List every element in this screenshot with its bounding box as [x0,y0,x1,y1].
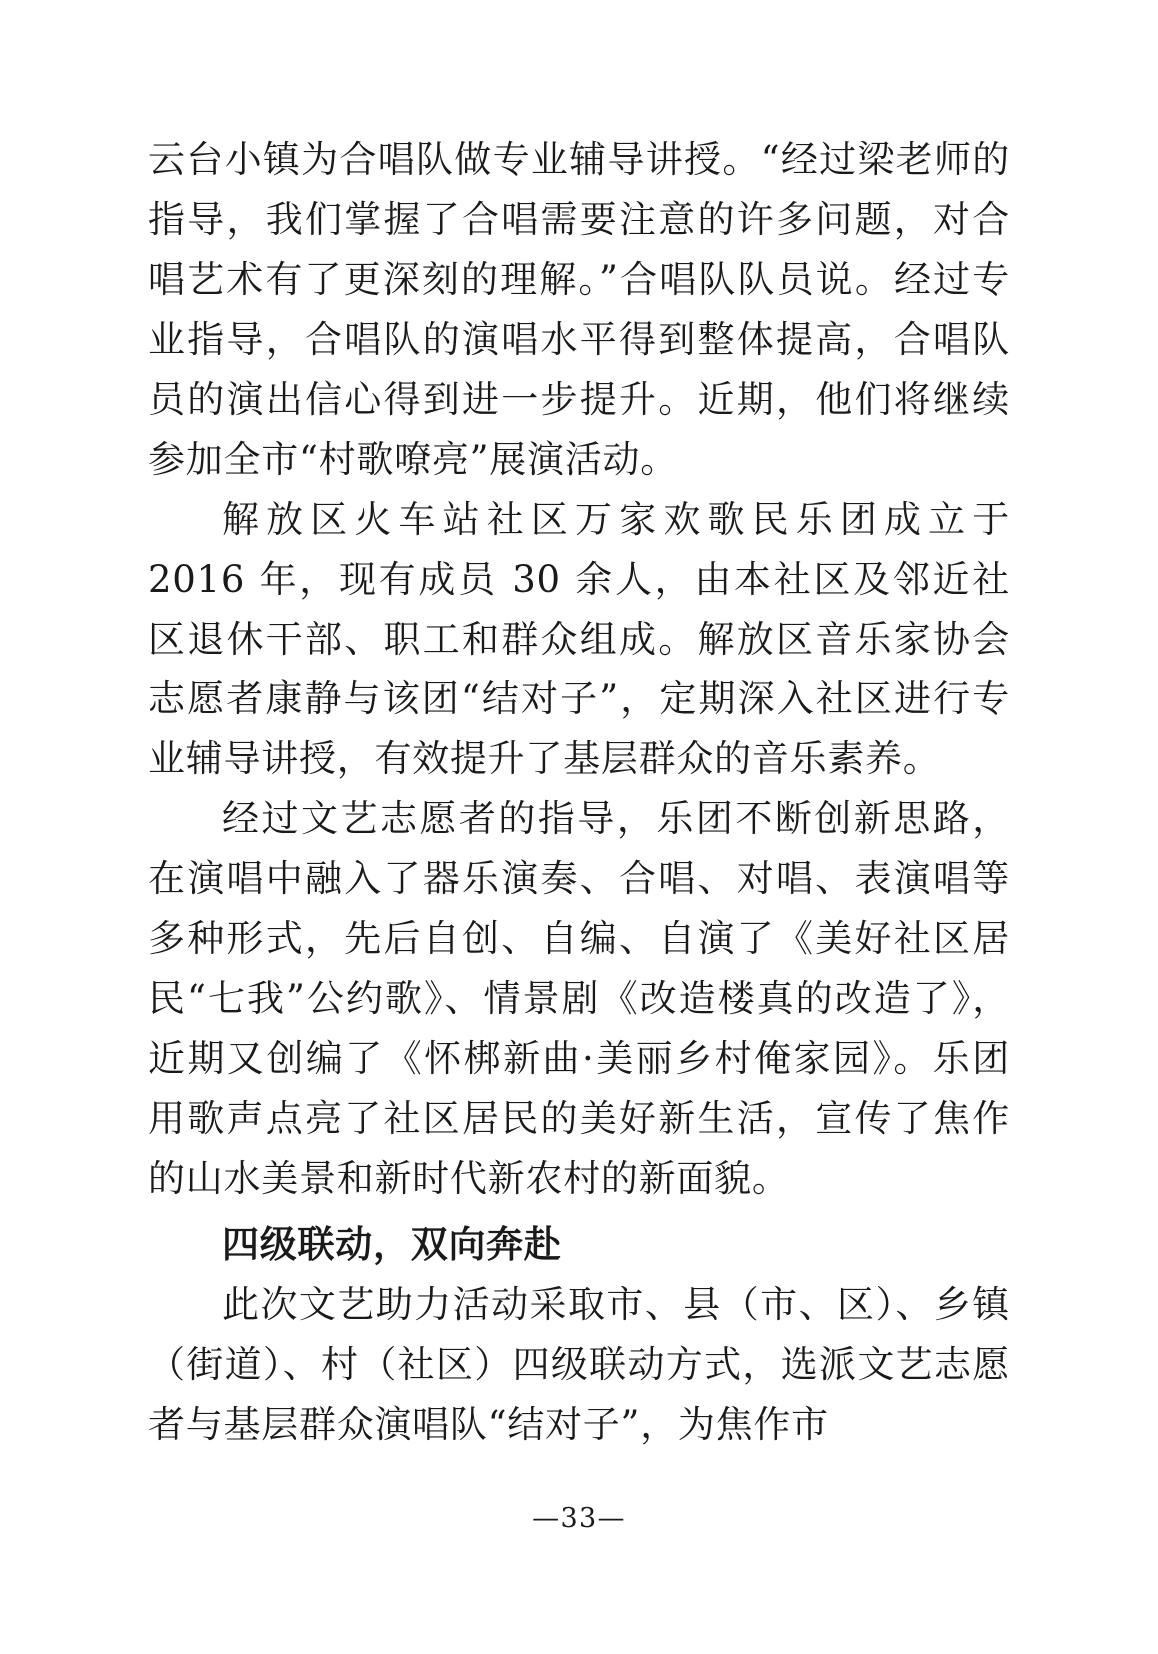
paragraph-3: 经过文艺志愿者的指导，乐团不断创新思路，在演唱中融入了器乐演奏、合唱、对唱、表演唱等多种形式，先后自创、自编、自演了《美好社区居民“七我”公约歌》、情景剧《改造楼真的改造了》，近期又创编了《怀梆新曲·美丽乡村俺家园》。乐团用歌声点亮了社区居民的美好新生活，宣传了焦作的山水美景和新时代新农村的新面貌。 [148,797,1010,1200]
page-number: —33— [532,1503,626,1534]
paragraph-2: 解放区火车站社区万家欢歌民乐团成立于 2016 年，现有成员 30 余人，由本社区及邻近社区退休干部、职工和群众组成。解放区音乐家协会志愿者康静与该团“结对子”，定期深入社区进行专业辅导讲授，有效提升了基层群众的音乐素养。 [148,497,1010,781]
paragraph-1: 云台小镇为合唱队做专业辅导讲授。“经过梁老师的指导，我们掌握了合唱需要注意的许多问题，对合唱艺术有了更深刻的理解。”合唱队队员说。经过专业指导，合唱队的演唱水平得到整体提高，合唱队员的演出信心得到进一步提升。近期，他们将继续参加全市“村歌嘹亮”展演活动。 [148,138,1010,481]
paragraph-4: 此次文艺助力活动采取市、县（市、区）、乡镇（街道）、村（社区）四级联动方式，选派文艺志愿者与基层群众演唱队“结对子”，为焦作市 [148,1282,1010,1446]
section-heading: 四级联动，双向奔赴 [222,1222,562,1266]
page-content [148,130,1010,1455]
